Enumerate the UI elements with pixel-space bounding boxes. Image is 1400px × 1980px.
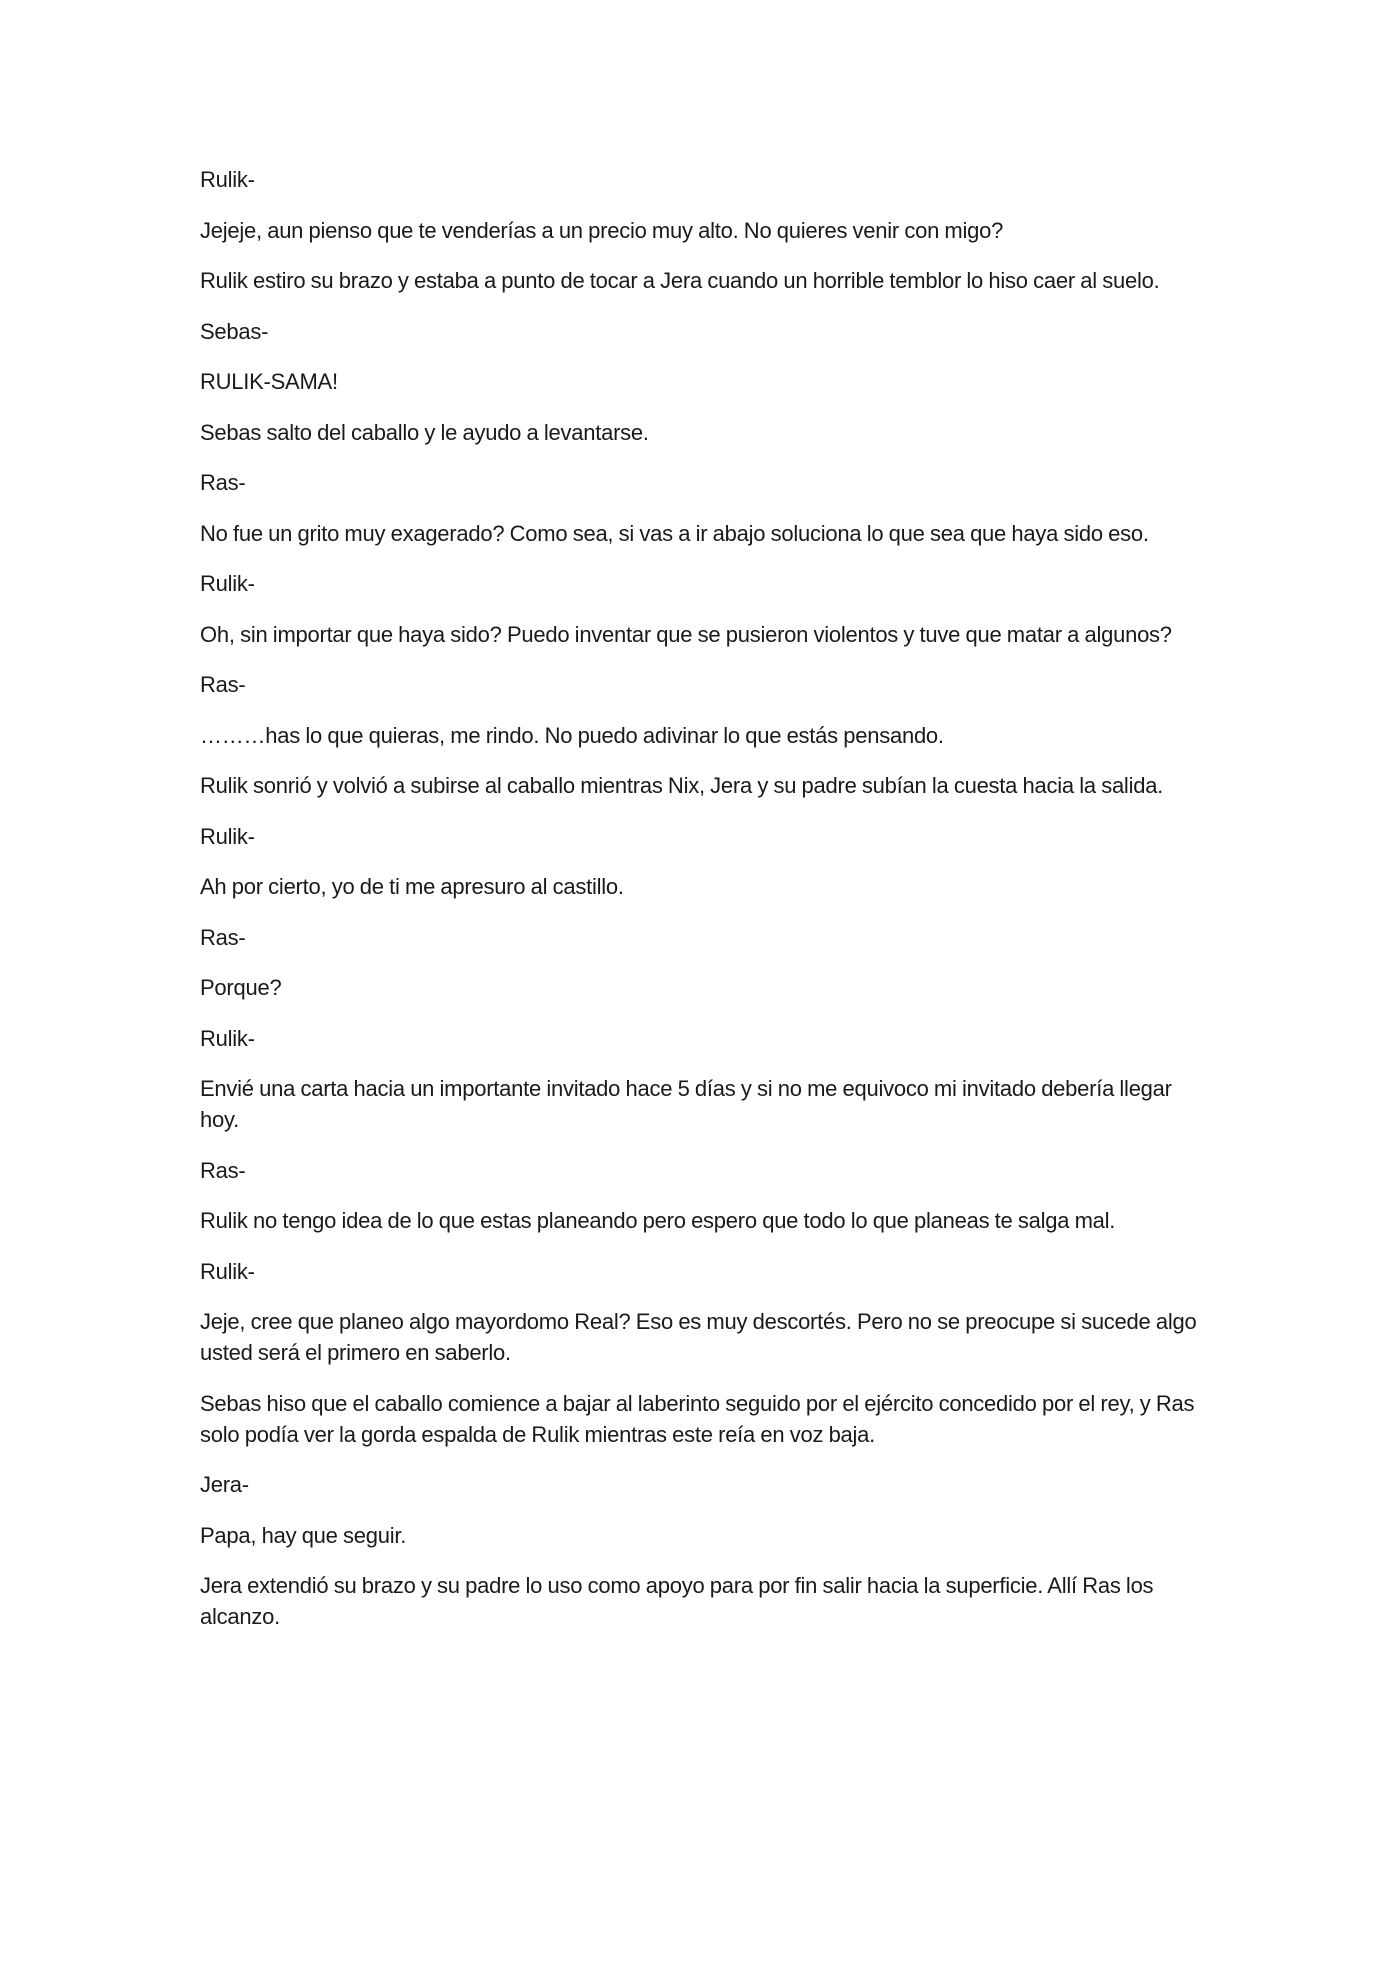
speaker-label: Jera- [200,1472,249,1497]
dialogue-line: Oh, sin importar que haya sido? Puedo inventar que se pusieron violentos y tuve que matar a algunos? [200,621,1172,647]
speaker-label: Ras- [200,1157,246,1183]
dialogue-line: RULIK-SAMA! [200,369,338,394]
dialogue-line: Papa, hay que seguir. [200,1522,407,1548]
narration-paragraph: Sebas salto del caballo y le ayudo a levantarse. [200,419,649,445]
document-body [200,164,1210,1652]
dialogue-line: No fue un grito muy exagerado? Como sea, si vas a ir abajo soluciona lo que sea que haya sido eso. [200,520,1149,546]
speaker-label: Rulik- [200,1258,255,1284]
speaker-label: Rulik- [200,823,255,849]
speaker-label: Rulik- [200,571,255,596]
dialogue-line: ………has lo que quieras, me rindo. No puedo adivinar lo que estás pensando. [200,722,944,748]
speaker-label: Ras- [200,924,246,950]
speaker-label: Rulik- [200,1025,255,1051]
dialogue-line: Envié una carta hacia un importante invitado hace 5 días y si no me equivoco mi invitado debería llegar hoy. [200,1076,1172,1132]
dialogue-line: Porque? [200,975,282,1000]
narration-paragraph: Rulik estiro su brazo y estaba a punto de tocar a Jera cuando un horrible temblor lo hiso caer al suelo. [200,268,1160,293]
narration-paragraph: Rulik sonrió y volvió a subirse al caballo mientras Nix, Jera y su padre subían la cuesta hacia la salida. [200,773,1164,798]
speaker-label: Rulik- [200,167,255,192]
dialogue-line: Ah por cierto, yo de ti me apresuro al castillo. [200,874,624,899]
narration-paragraph: Jera extendió su brazo y su padre lo uso como apoyo para por fin salir hacia la superficie. Allí Ras los alcanzo. [200,1573,1154,1629]
speaker-label: Ras- [200,470,246,495]
narration-paragraph: Sebas hiso que el caballo comience a bajar al laberinto seguido por el ejército concedido por el rey, y Ras solo podía ver la gorda espalda de Rulik mientras este reía en voz baja. [200,1390,1195,1447]
dialogue-line: Jeje, cree que planeo algo mayordomo Real? Eso es muy descortés. Pero no se preocupe si sucede algo usted será el primero en saberlo. [200,1309,1197,1365]
speaker-label: Ras- [200,672,246,697]
dialogue-line: Jejeje, aun pienso que te venderías a un precio muy alto. No quieres venir con migo? [200,217,1004,243]
dialogue-line: Rulik no tengo idea de lo que estas planeando pero espero que todo lo que planeas te salga mal. [200,1208,1116,1233]
speaker-label: Sebas- [200,318,269,344]
